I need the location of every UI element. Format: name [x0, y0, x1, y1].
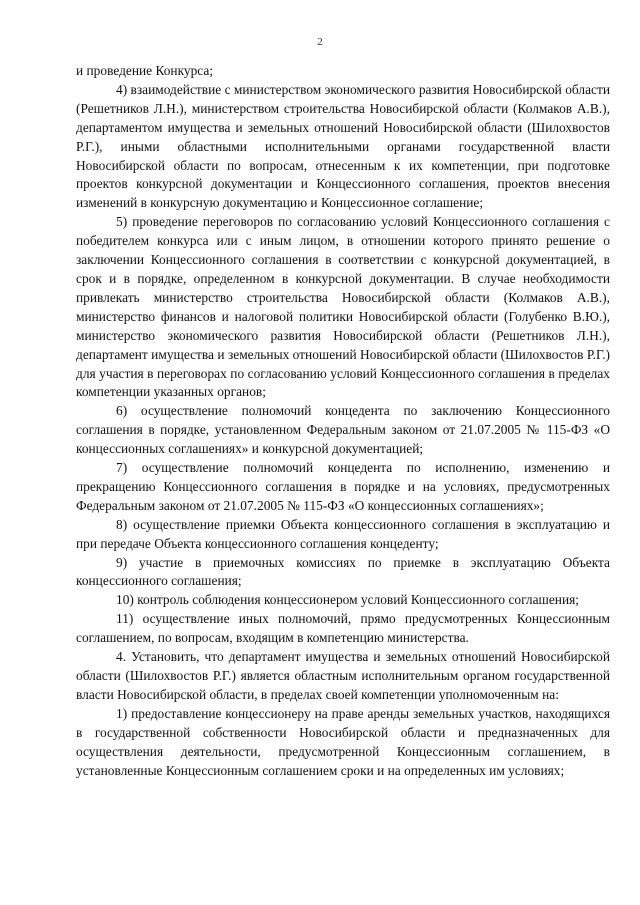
- paragraph-item-6: 6) осуществление полномочий концедента по заключению Концессионного соглашения в порядке, установленном Федеральным законом от 21.07.2005 № 115-ФЗ «О концессионных соглашениях» и конкурсной документацией;: [76, 403, 610, 457]
- paragraph-item-4: 4) взаимодействие с министерством экономического развития Новосибирской области (Решетников Л.Н.), министерством строительства Новосибирской области (Колмаков А.В.), департаментом имущества и земельных отношений Новосибирской области (Шилохвостов Р.Г.), иными областными исполнительными органами государственной власти Новосибирской области по вопросам, отнесенным к их компетенции, при подготовке проектов конкурсной документации и Концессионного соглашения, проектов внесения изменений в конкурсную документацию и Концессионное соглашение;: [76, 81, 610, 211]
- paragraph-section-4-item-1: 1) предоставление концессионеру на праве аренды земельных участков, находящихся в государственной собственности Новосибирской области и предназначенных для осуществления деятельности, предусмотренной Концессионным соглашением, в установленные Концессионным соглашением сроки и на определенных им условиях;: [76, 705, 610, 778]
- paragraph-item-10: 10) контроль соблюдения концессионером условий Концессионного соглашения;: [116, 592, 580, 608]
- paragraph-item-7: 7) осуществление полномочий концедента по исполнению, изменению и прекращению Концессионного соглашения в порядке и на условиях, предусмотренных Федеральным законом от 21.07.2005 № 115-ФЗ «О концессионных соглашениях»;: [76, 460, 610, 513]
- paragraph-item-9: 9) участие в приемочных комиссиях по приемке в эксплуатацию Объекта концессионного соглашения;: [76, 554, 610, 589]
- paragraph-item-5: 5) проведение переговоров по согласованию условий Концессионного соглашения с победителем конкурса или с иным лицом, в отношении которого принято решение о заключении Концессионного соглашения в соответствии с конкурсной документацией, в срок и в порядке, определенном в конкурсной документации. В случае необходимости привлекать министерство строительства Новосибирской области (Колмаков А.В.), министерство финансов и налоговой политики Новосибирской области (Голубенко В.Ю.), министерство экономического развития Новосибирской области (Решетников Л.Н.), департамент имущества и земельных отношений Новосибирской области (Шилохвостов Р.Г.) для участия в переговорах по согласованию условий Концессионного соглашения в пределах компетенции указанных органов;: [76, 214, 610, 400]
- paragraph-item-11: 11) осуществление иных полномочий, прямо предусмотренных Концессионным соглашением, по вопросам, входящим в компетенцию министерства.: [76, 611, 610, 646]
- document-body: [76, 62, 610, 780]
- paragraph-item-8: 8) осуществление приемки Объекта концессионного соглашения в эксплуатацию и при передаче Объекта концессионного соглашения концеденту;: [76, 516, 610, 551]
- paragraph-section-4: 4. Установить, что департамент имущества и земельных отношений Новосибирской области (Шилохвостов Р.Г.) является областным исполнительным органом государственной власти Новосибирской области, в пределах своей компетенции уполномоченным на:: [76, 649, 610, 702]
- page-number: 2: [317, 36, 323, 48]
- paragraph-continuation: и проведение Конкурса;: [76, 63, 214, 78]
